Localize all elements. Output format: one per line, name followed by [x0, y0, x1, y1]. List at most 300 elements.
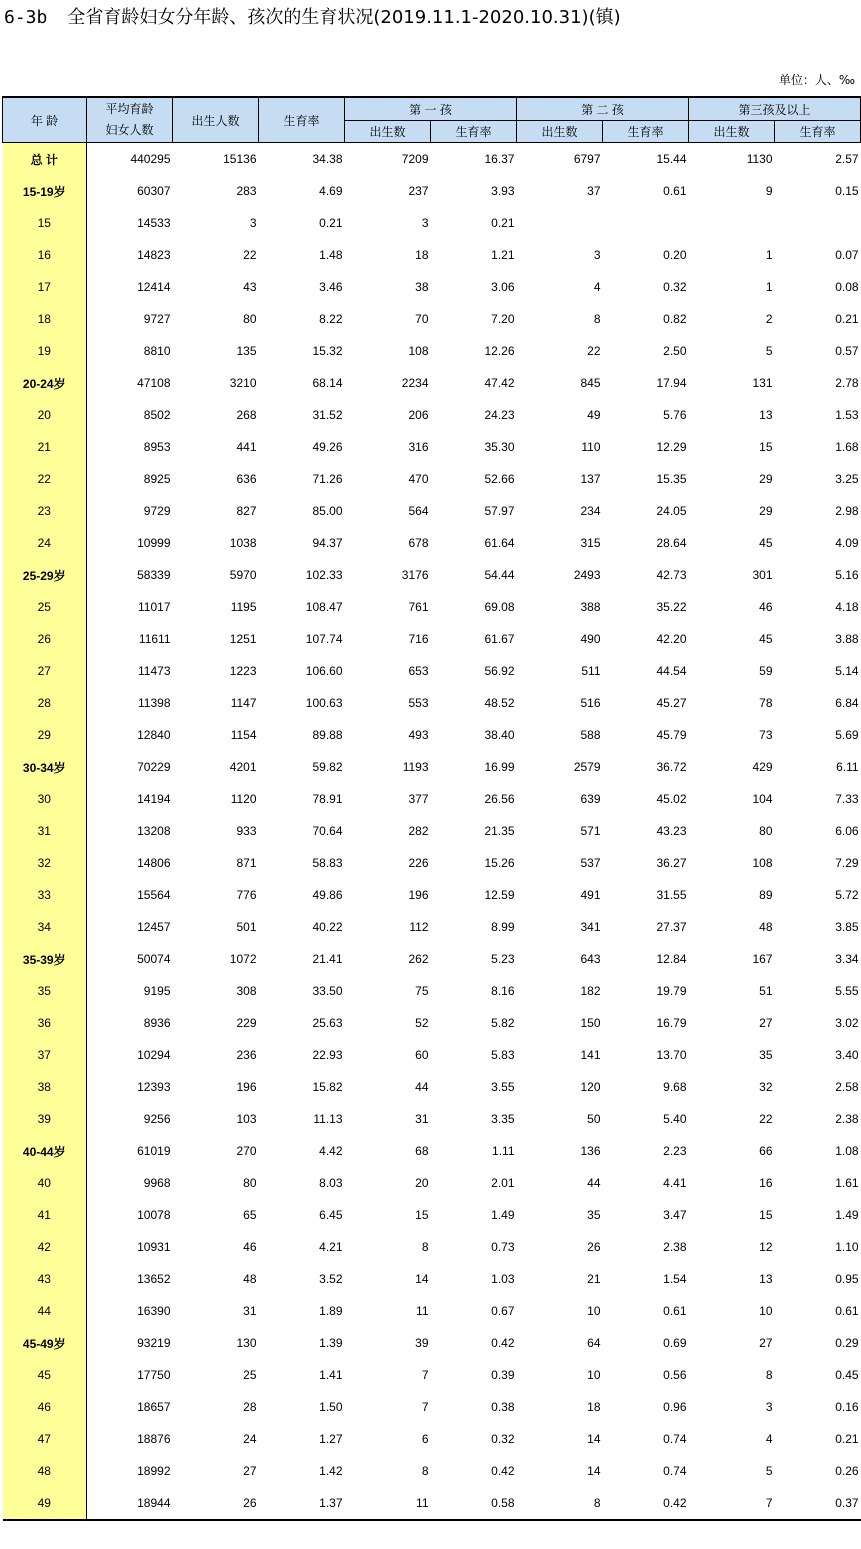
- value-cell: 636: [236, 472, 257, 486]
- value-cell: 24.05: [656, 504, 687, 518]
- table-row: [3, 1423, 861, 1455]
- value-cell: 26: [173, 1487, 259, 1520]
- table-row: [3, 1391, 861, 1423]
- value-cell: 2.01: [491, 1176, 515, 1190]
- value-cell: 108: [408, 344, 429, 358]
- value-cell: 93219: [137, 1336, 171, 1350]
- value-cell: 9256: [143, 1112, 171, 1126]
- value-cell: 9727: [143, 312, 171, 326]
- value-cell: 89.88: [312, 728, 343, 742]
- value-cell: 31: [243, 1304, 257, 1318]
- value-cell: 18876: [137, 1432, 171, 1446]
- table-row: [3, 1039, 861, 1071]
- value-cell: 15564: [137, 888, 171, 902]
- value-cell: 1154: [230, 728, 257, 742]
- value-cell: 2.50: [663, 344, 687, 358]
- value-cell: 17750: [137, 1368, 171, 1382]
- value-cell: 69.08: [484, 600, 515, 614]
- value-cell: 1.10: [835, 1240, 859, 1254]
- table-row: [3, 719, 861, 751]
- value-cell: 4.41: [663, 1176, 687, 1190]
- value-cell: 49.86: [312, 888, 343, 902]
- value-cell: 0.69: [663, 1336, 687, 1350]
- value-cell: 9.68: [663, 1080, 687, 1094]
- age-cell: 15-19岁: [3, 175, 87, 207]
- value-cell: 4201: [229, 760, 257, 774]
- header-first-child: 第 一 孩: [345, 97, 517, 121]
- value-cell: 0.61: [663, 1304, 687, 1318]
- value-cell: 85.00: [312, 504, 343, 518]
- value-cell: 8.22: [319, 312, 343, 326]
- age-cell: 21: [3, 431, 87, 463]
- value-cell: 11611: [138, 632, 171, 646]
- value-cell: 4.69: [319, 184, 343, 198]
- value-cell: 3.88: [835, 632, 859, 646]
- age-cell: 25-29岁: [3, 559, 87, 591]
- value-cell: 40.22: [312, 920, 343, 934]
- age-cell: 20: [3, 399, 87, 431]
- value-cell: 5970: [229, 568, 257, 582]
- value-cell: 470: [408, 472, 429, 486]
- value-cell: 2.57: [835, 152, 859, 166]
- value-cell: 8.16: [491, 984, 515, 998]
- value-cell: 0.61: [835, 1304, 859, 1318]
- value-cell: 31: [415, 1112, 429, 1126]
- value-cell: 0.21: [491, 216, 515, 230]
- value-cell: 61019: [137, 1144, 171, 1158]
- value-cell: 45: [759, 536, 773, 550]
- value-cell: 80: [243, 312, 257, 326]
- value-cell: 8936: [143, 1016, 171, 1030]
- value-cell: 18657: [137, 1400, 171, 1414]
- value-cell: 70229: [137, 760, 171, 774]
- value-cell: 8.03: [319, 1176, 343, 1190]
- value-cell: 6: [421, 1432, 429, 1446]
- value-cell: 12.29: [656, 440, 687, 454]
- value-cell: 11398: [138, 696, 171, 710]
- value-cell: 8953: [143, 440, 171, 454]
- value-cell: 588: [580, 728, 601, 742]
- value-cell: 776: [236, 888, 257, 902]
- age-cell: 39: [3, 1103, 87, 1135]
- value-cell: 262: [408, 952, 429, 966]
- value-cell: 0.15: [835, 184, 859, 198]
- table-row-group: [3, 1135, 861, 1167]
- value-cell: 27.37: [656, 920, 687, 934]
- value-cell: 4.09: [835, 536, 859, 550]
- value-cell: 64: [587, 1336, 601, 1350]
- value-cell: 3: [765, 1400, 773, 1414]
- value-cell: 7.33: [835, 792, 859, 806]
- age-cell: 25: [3, 591, 87, 623]
- table-row: [3, 911, 861, 943]
- value-cell: 14533: [137, 216, 171, 230]
- age-cell: 35: [3, 975, 87, 1007]
- value-cell: 301: [752, 568, 773, 582]
- value-cell: 9195: [143, 984, 171, 998]
- value-cell: 66: [759, 1144, 773, 1158]
- value-cell: 0.61: [663, 184, 687, 198]
- value-cell: 9: [765, 184, 773, 198]
- value-cell: 141: [580, 1048, 601, 1062]
- value-cell: 10078: [137, 1208, 171, 1222]
- value-cell: 12457: [137, 920, 171, 934]
- value-cell: 78.91: [312, 792, 343, 806]
- value-cell: 643: [580, 952, 601, 966]
- value-cell: 57.97: [484, 504, 515, 518]
- value-cell: 0.73: [491, 1240, 515, 1254]
- value-cell: 38.40: [484, 728, 515, 742]
- table-row: [3, 1167, 861, 1199]
- value-cell: 61.67: [484, 632, 515, 646]
- value-cell: 1147: [230, 696, 257, 710]
- value-cell: 25: [243, 1368, 257, 1382]
- value-cell: 43: [243, 280, 257, 294]
- age-cell: 总 计: [3, 143, 87, 176]
- value-cell: 0.37: [775, 1487, 861, 1520]
- age-cell: 24: [3, 527, 87, 559]
- value-cell: [517, 207, 603, 239]
- value-cell: 1.37: [259, 1487, 345, 1520]
- value-cell: 15136: [223, 152, 257, 166]
- value-cell: 226: [408, 856, 429, 870]
- value-cell: 75: [415, 984, 429, 998]
- value-cell: 3.85: [835, 920, 859, 934]
- header-second-rate: 生育率: [603, 121, 689, 143]
- value-cell: 0.74: [663, 1464, 687, 1478]
- age-cell: 30-34岁: [3, 751, 87, 783]
- value-cell: 1.54: [663, 1272, 687, 1286]
- table-row: [3, 591, 861, 623]
- value-cell: 45.02: [656, 792, 687, 806]
- value-cell: 1193: [402, 760, 429, 774]
- value-cell: 45: [759, 632, 773, 646]
- value-cell: 0.32: [491, 1432, 515, 1446]
- age-cell: 16: [3, 239, 87, 271]
- value-cell: 25.63: [312, 1016, 343, 1030]
- value-cell: 1: [765, 280, 773, 294]
- value-cell: 283: [236, 184, 257, 198]
- value-cell: 21: [587, 1272, 601, 1286]
- value-cell: 2.23: [663, 1144, 687, 1158]
- value-cell: 761: [408, 600, 429, 614]
- value-cell: 26.56: [484, 792, 515, 806]
- value-cell: 107.74: [305, 632, 343, 646]
- table-code: 6-3b: [4, 7, 48, 28]
- value-cell: [775, 207, 861, 239]
- value-cell: 27: [759, 1016, 773, 1030]
- header-avg-women-line2: 妇女人数: [105, 123, 154, 137]
- value-cell: 18944: [87, 1487, 173, 1520]
- value-cell: 5.76: [663, 408, 687, 422]
- value-cell: 5: [765, 1464, 773, 1478]
- table-row: [3, 1007, 861, 1039]
- value-cell: 1.49: [491, 1208, 515, 1222]
- value-cell: 0.56: [663, 1368, 687, 1382]
- age-cell: 43: [3, 1263, 87, 1295]
- value-cell: 933: [236, 824, 257, 838]
- table-row: [3, 623, 861, 655]
- value-cell: 2: [765, 312, 773, 326]
- value-cell: 0.57: [835, 344, 859, 358]
- value-cell: 11473: [138, 664, 171, 678]
- value-cell: 112: [409, 920, 429, 934]
- value-cell: 17.94: [656, 376, 687, 390]
- value-cell: 3.34: [835, 952, 859, 966]
- value-cell: 6.11: [836, 760, 859, 774]
- value-cell: 70: [415, 312, 429, 326]
- value-cell: 19.79: [656, 984, 687, 998]
- value-cell: 11017: [138, 600, 171, 614]
- value-cell: 46: [243, 1240, 257, 1254]
- value-cell: 282: [408, 824, 429, 838]
- value-cell: 6797: [573, 152, 601, 166]
- value-cell: 28.64: [656, 536, 687, 550]
- age-cell: 15: [3, 207, 87, 239]
- table-row: [3, 879, 861, 911]
- value-cell: 0.21: [319, 216, 343, 230]
- value-cell: 56.92: [484, 664, 515, 678]
- value-cell: 33.50: [312, 984, 343, 998]
- value-cell: 5.40: [663, 1112, 687, 1126]
- value-cell: 6.84: [835, 696, 859, 710]
- value-cell: 27: [759, 1336, 773, 1350]
- value-cell: 73: [759, 728, 773, 742]
- table-row: [3, 1487, 861, 1520]
- value-cell: 0.42: [491, 1464, 515, 1478]
- value-cell: 1.53: [835, 408, 859, 422]
- value-cell: 493: [408, 728, 429, 742]
- value-cell: 10: [587, 1304, 601, 1318]
- table-header: [3, 97, 861, 143]
- table-row: [3, 1199, 861, 1231]
- value-cell: 6.06: [835, 824, 859, 838]
- value-cell: 4.18: [835, 600, 859, 614]
- value-cell: 100.63: [305, 696, 343, 710]
- value-cell: 50074: [137, 952, 171, 966]
- value-cell: 501: [236, 920, 257, 934]
- value-cell: 15.44: [656, 152, 687, 166]
- value-cell: 80: [243, 1176, 257, 1190]
- value-cell: 10: [759, 1304, 773, 1318]
- value-cell: 3: [249, 216, 257, 230]
- value-cell: 2493: [573, 568, 601, 582]
- value-cell: 5.55: [835, 984, 859, 998]
- value-cell: 21.41: [312, 952, 343, 966]
- value-cell: 15: [759, 1208, 773, 1222]
- value-cell: 15.82: [312, 1080, 343, 1094]
- age-cell: 36: [3, 1007, 87, 1039]
- value-cell: 653: [408, 664, 429, 678]
- value-cell: 3.52: [319, 1272, 343, 1286]
- value-cell: 12.59: [484, 888, 515, 902]
- value-cell: 59.82: [312, 760, 343, 774]
- value-cell: 341: [580, 920, 601, 934]
- value-cell: 108: [752, 856, 773, 870]
- value-cell: 3.93: [491, 184, 515, 198]
- value-cell: 15.26: [484, 856, 515, 870]
- value-cell: 2.98: [835, 504, 859, 518]
- age-cell: 44: [3, 1295, 87, 1327]
- value-cell: 18: [587, 1400, 601, 1414]
- value-cell: 14823: [137, 248, 171, 262]
- value-cell: 0.96: [663, 1400, 687, 1414]
- table-row-group: [3, 143, 861, 176]
- value-cell: 1.03: [491, 1272, 515, 1286]
- value-cell: 441: [236, 440, 257, 454]
- value-cell: 39: [415, 1336, 429, 1350]
- value-cell: 571: [580, 824, 601, 838]
- age-cell: 45-49岁: [3, 1327, 87, 1359]
- value-cell: 15: [415, 1208, 429, 1222]
- value-cell: 9968: [143, 1176, 171, 1190]
- value-cell: 22: [243, 248, 257, 262]
- value-cell: 8: [517, 1487, 603, 1520]
- value-cell: 31.52: [312, 408, 343, 422]
- value-cell: 7: [421, 1368, 429, 1382]
- header-first-rate: 生育率: [431, 121, 517, 143]
- value-cell: 60: [415, 1048, 429, 1062]
- value-cell: 167: [752, 952, 773, 966]
- value-cell: 29: [759, 504, 773, 518]
- value-cell: 0.26: [835, 1464, 859, 1478]
- value-cell: 24: [243, 1432, 257, 1446]
- value-cell: 21.35: [484, 824, 515, 838]
- value-cell: 48: [759, 920, 773, 934]
- value-cell: 18992: [137, 1464, 171, 1478]
- age-cell: 20-24岁: [3, 367, 87, 399]
- value-cell: 43.23: [656, 824, 687, 838]
- value-cell: 10294: [137, 1048, 171, 1062]
- value-cell: 5.82: [491, 1016, 515, 1030]
- value-cell: 3.25: [835, 472, 859, 486]
- age-cell: 30: [3, 783, 87, 815]
- age-cell: 37: [3, 1039, 87, 1071]
- value-cell: 108.47: [305, 600, 343, 614]
- value-cell: 8502: [143, 408, 171, 422]
- value-cell: 827: [236, 504, 257, 518]
- table-row: [3, 207, 861, 239]
- table-row: [3, 655, 861, 687]
- value-cell: 16.79: [656, 1016, 687, 1030]
- value-cell: 1.49: [835, 1208, 859, 1222]
- value-cell: 1.61: [835, 1176, 859, 1190]
- value-cell: 3: [593, 248, 601, 262]
- value-cell: 8: [593, 312, 601, 326]
- value-cell: 2.58: [835, 1080, 859, 1094]
- value-cell: 1.50: [319, 1400, 343, 1414]
- value-cell: 1130: [746, 152, 773, 166]
- value-cell: 26: [587, 1240, 601, 1254]
- value-cell: 12.84: [656, 952, 687, 966]
- value-cell: 429: [752, 760, 773, 774]
- value-cell: 315: [580, 536, 601, 550]
- value-cell: 28: [243, 1400, 257, 1414]
- value-cell: 11.13: [313, 1112, 343, 1126]
- value-cell: 48: [243, 1272, 257, 1286]
- value-cell: 0.74: [663, 1432, 687, 1446]
- value-cell: 4.42: [319, 1144, 343, 1158]
- header-third-plus: 第三孩及以上: [689, 97, 861, 121]
- value-cell: 1.48: [319, 248, 343, 262]
- value-cell: 42.73: [656, 568, 687, 582]
- age-cell: 34: [3, 911, 87, 943]
- value-cell: 2.38: [663, 1240, 687, 1254]
- age-cell: 28: [3, 687, 87, 719]
- age-cell: 29: [3, 719, 87, 751]
- age-cell: 18: [3, 303, 87, 335]
- header-fertility-rate: 生育率: [259, 97, 345, 143]
- value-cell: 14194: [137, 792, 171, 806]
- value-cell: 1072: [229, 952, 257, 966]
- value-cell: 94.37: [312, 536, 343, 550]
- age-cell: 45: [3, 1359, 87, 1391]
- value-cell: 15.32: [312, 344, 343, 358]
- value-cell: 0.45: [835, 1368, 859, 1382]
- value-cell: 12: [759, 1240, 773, 1254]
- value-cell: 4: [593, 280, 601, 294]
- table-row: [3, 431, 861, 463]
- value-cell: 1.42: [319, 1464, 343, 1478]
- value-cell: 3: [421, 216, 429, 230]
- value-cell: 104: [752, 792, 773, 806]
- value-cell: 4.21: [319, 1240, 343, 1254]
- age-cell: 32: [3, 847, 87, 879]
- age-cell: 22: [3, 463, 87, 495]
- value-cell: 8: [421, 1464, 429, 1478]
- value-cell: 196: [236, 1080, 257, 1094]
- value-cell: 32: [759, 1080, 773, 1094]
- value-cell: 45.79: [656, 728, 687, 742]
- value-cell: 103: [236, 1112, 257, 1126]
- value-cell: 5.83: [491, 1048, 515, 1062]
- value-cell: 70.64: [312, 824, 343, 838]
- table-row: [3, 239, 861, 271]
- value-cell: 150: [580, 1016, 601, 1030]
- value-cell: 1.08: [835, 1144, 859, 1158]
- age-cell: 26: [3, 623, 87, 655]
- value-cell: 61.64: [484, 536, 515, 550]
- value-cell: 308: [236, 984, 257, 998]
- age-cell: 40-44岁: [3, 1135, 87, 1167]
- value-cell: 7.29: [835, 856, 859, 870]
- value-cell: 135: [236, 344, 257, 358]
- value-cell: 130: [236, 1336, 257, 1350]
- table-row: [3, 1455, 861, 1487]
- value-cell: 22.93: [312, 1048, 343, 1062]
- value-cell: 0.21: [835, 312, 859, 326]
- table-row: [3, 1263, 861, 1295]
- value-cell: 871: [236, 856, 257, 870]
- value-cell: 206: [408, 408, 429, 422]
- value-cell: 1.27: [319, 1432, 343, 1446]
- value-cell: 22: [587, 344, 601, 358]
- value-cell: 15.35: [656, 472, 687, 486]
- value-cell: 52.66: [484, 472, 515, 486]
- value-cell: 0.21: [835, 1432, 859, 1446]
- value-cell: 3.35: [491, 1112, 515, 1126]
- value-cell: 14806: [137, 856, 171, 870]
- value-cell: 13208: [137, 824, 171, 838]
- value-cell: 36.27: [656, 856, 687, 870]
- value-cell: 12414: [137, 280, 171, 294]
- value-cell: 0.67: [491, 1304, 515, 1318]
- age-cell: 27: [3, 655, 87, 687]
- value-cell: 5: [765, 344, 773, 358]
- value-cell: 58.83: [312, 856, 343, 870]
- value-cell: 1195: [230, 600, 257, 614]
- value-cell: 7209: [401, 152, 429, 166]
